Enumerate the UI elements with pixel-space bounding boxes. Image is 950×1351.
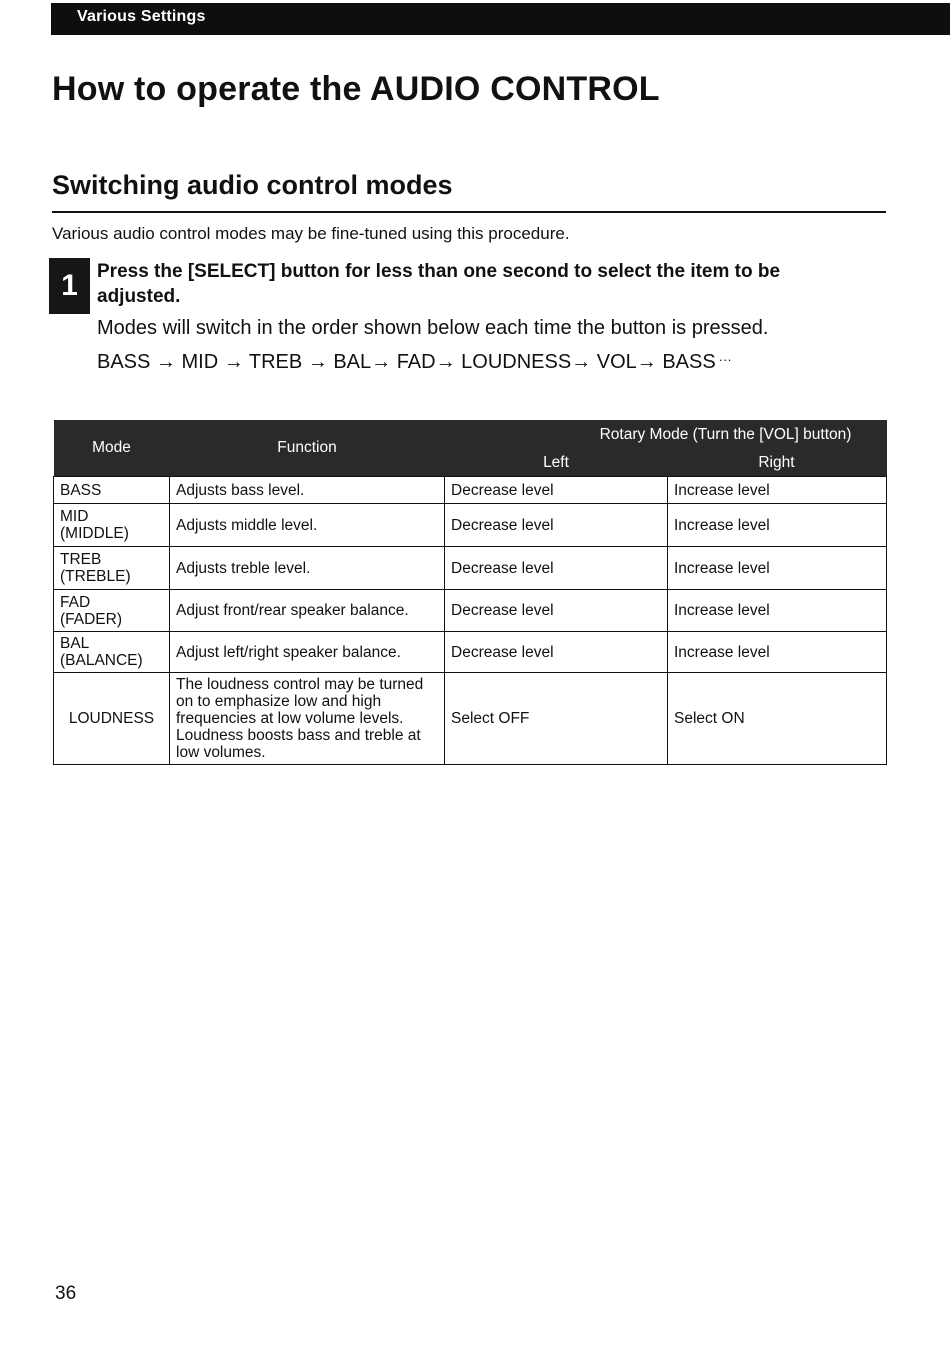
page-number: 36: [55, 1283, 77, 1304]
cell-left: Decrease level: [445, 632, 668, 673]
table-row: [54, 673, 887, 765]
table-row: [54, 477, 887, 504]
cell-left: Decrease level: [445, 504, 668, 547]
cell-function: Adjusts bass level.: [170, 477, 445, 504]
header-function: Function: [170, 420, 445, 477]
step-description: Modes will switch in the order shown below each time the button is pressed.: [97, 317, 769, 339]
heading-divider: [52, 211, 886, 213]
section-label: Various Settings: [77, 8, 206, 25]
cell-function: Adjusts middle level.: [170, 504, 445, 547]
cell-right: Select ON: [668, 673, 887, 765]
header-left: Left: [445, 450, 668, 477]
cell-left: Select OFF: [445, 673, 668, 765]
cell-function: Adjusts treble level.: [170, 547, 445, 590]
cell-mode: FAD (FADER): [54, 590, 170, 632]
section-heading: Switching audio control modes: [52, 170, 453, 200]
cell-left: Decrease level: [445, 590, 668, 632]
audio-mode-table: [53, 420, 887, 765]
table-row: [54, 590, 887, 632]
cell-mode: LOUDNESS: [54, 673, 170, 765]
cell-function: Adjust front/rear speaker balance.: [170, 590, 445, 632]
mode-order-ellipsis: ···: [718, 352, 732, 367]
cell-right: Increase level: [668, 632, 887, 673]
cell-left: Decrease level: [445, 547, 668, 590]
cell-left: Decrease level: [445, 477, 668, 504]
cell-right: Increase level: [668, 477, 887, 504]
table-row: [54, 504, 887, 547]
header-mode: Mode: [54, 420, 170, 477]
step-instruction: Press the [SELECT] button for less than one second to select the item to be adjusted.: [97, 261, 781, 307]
cell-mode: BAL (BALANCE): [54, 632, 170, 673]
cell-function: The loudness control may be turned on to emphasize low and high frequencies at low volume levels. Loudness boosts bass and treble at low volumes.: [170, 673, 445, 765]
step-number-badge: 1: [49, 258, 90, 314]
table-body: [54, 477, 887, 765]
cell-right: Increase level: [668, 547, 887, 590]
section-header-bar: [51, 3, 950, 35]
page-title: How to operate the AUDIO CONTROL: [52, 70, 660, 108]
mode-order-text: BASS → MID → TREB → BAL→ FAD→ LOUDNESS→ VOL→ BASS: [97, 351, 716, 373]
cell-right: Increase level: [668, 504, 887, 547]
cell-right: Increase level: [668, 590, 887, 632]
intro-text: Various audio control modes may be fine-tuned using this procedure.: [52, 224, 570, 243]
table-row: [54, 632, 887, 673]
cell-mode: TREB (TREBLE): [54, 547, 170, 590]
cell-mode: BASS: [54, 477, 170, 504]
table-row: [54, 547, 887, 590]
mode-order-sequence: [97, 351, 732, 374]
header-right: Right: [668, 450, 887, 477]
header-rotary-mode: Rotary Mode (Turn the [VOL] button): [445, 420, 887, 450]
cell-function: Adjust left/right speaker balance.: [170, 632, 445, 673]
cell-mode: MID (MIDDLE): [54, 504, 170, 547]
